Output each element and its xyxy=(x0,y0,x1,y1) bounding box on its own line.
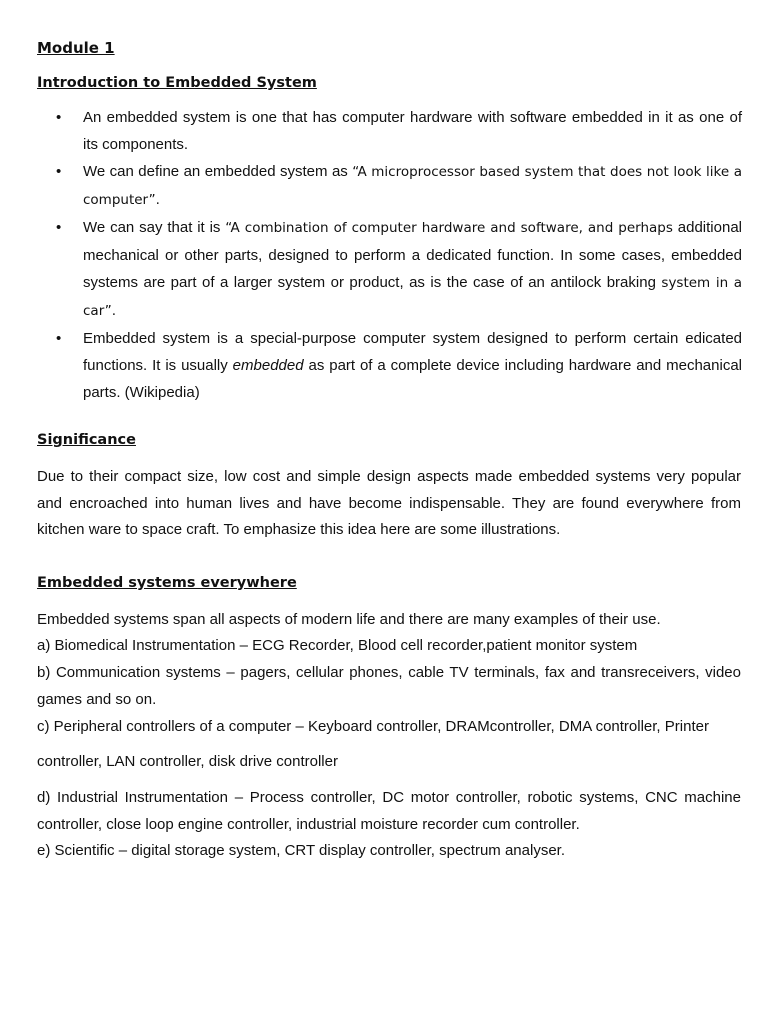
list-item xyxy=(56,214,742,325)
list-item xyxy=(56,325,742,406)
module-title: Module 1 xyxy=(37,39,115,57)
example-item-b: b) Communication systems – pagers, cellular phones, cable TV terminals, fax and transreceivers, video games and so on. xyxy=(37,664,741,708)
intro-heading: Introduction to Embedded System xyxy=(37,75,317,91)
bullet-quote: “A combination of computer hardware and software, and perhaps xyxy=(225,220,673,236)
example-item-a: a) Biomedical Instrumentation – ECG Recorder, Blood cell recorder,patient monitor system xyxy=(37,637,638,654)
significance-paragraph: Due to their compact size, low cost and simple design aspects made embedded systems very popular and encroached into human lives and have become indispensable. They are found everywhere from kitchen ware to space craft. To emphasize this idea here are some illustrations. xyxy=(37,468,741,539)
intro-bullet-list xyxy=(56,104,742,406)
bullet-text: additional mechanical or other parts, designed to perform a dedicated function. In some cases, embedded systems are part of a larger system or product, as is the case of an antilock braking xyxy=(83,219,743,291)
bullet-text: We can define an embedded system as xyxy=(83,163,353,180)
bullet-emphasis: embedded xyxy=(232,357,304,374)
example-item-c-cont: controller, LAN controller, disk drive controller xyxy=(37,753,338,770)
bullet-quote: “A microprocessor based system that does not look like a computer”. xyxy=(83,164,742,208)
example-item-d: d) Industrial Instrumentation – Process controller, DC motor controller, robotic systems, CNC machine controller, close loop engine controller, industrial moisture recorder cum controller. xyxy=(37,789,741,833)
example-item-e: e) Scientific – digital storage system, CRT display controller, spectrum analyser. xyxy=(37,842,566,859)
everywhere-intro: Embedded systems span all aspects of modern life and there are many examples of their use. xyxy=(37,611,661,628)
bullet-icon: • xyxy=(56,219,62,236)
bullet-icon: • xyxy=(56,330,62,347)
bullet-text: Embedded system is a special-purpose computer system designed to perform certain edicated functions. It is usually xyxy=(83,330,742,374)
bullet-text: We can say that it is xyxy=(83,219,226,236)
everywhere-heading: Embedded systems everywhere xyxy=(37,575,297,591)
bullet-text: An embedded system is one that has computer hardware with software embedded in it as one of its components. xyxy=(83,109,742,153)
significance-heading: Significance xyxy=(37,432,136,448)
example-item-c: c) Peripheral controllers of a computer – Keyboard controller, DRAMcontroller, DMA controller, Printer xyxy=(37,718,709,735)
bullet-quote: system in a car”. xyxy=(83,275,742,319)
list-item xyxy=(56,104,742,158)
bullet-icon: • xyxy=(56,163,62,180)
list-item xyxy=(56,158,742,214)
bullet-text: as part of a complete device including hardware and mechanical parts. (Wikipedia) xyxy=(83,357,742,401)
bullet-icon: • xyxy=(56,109,62,126)
